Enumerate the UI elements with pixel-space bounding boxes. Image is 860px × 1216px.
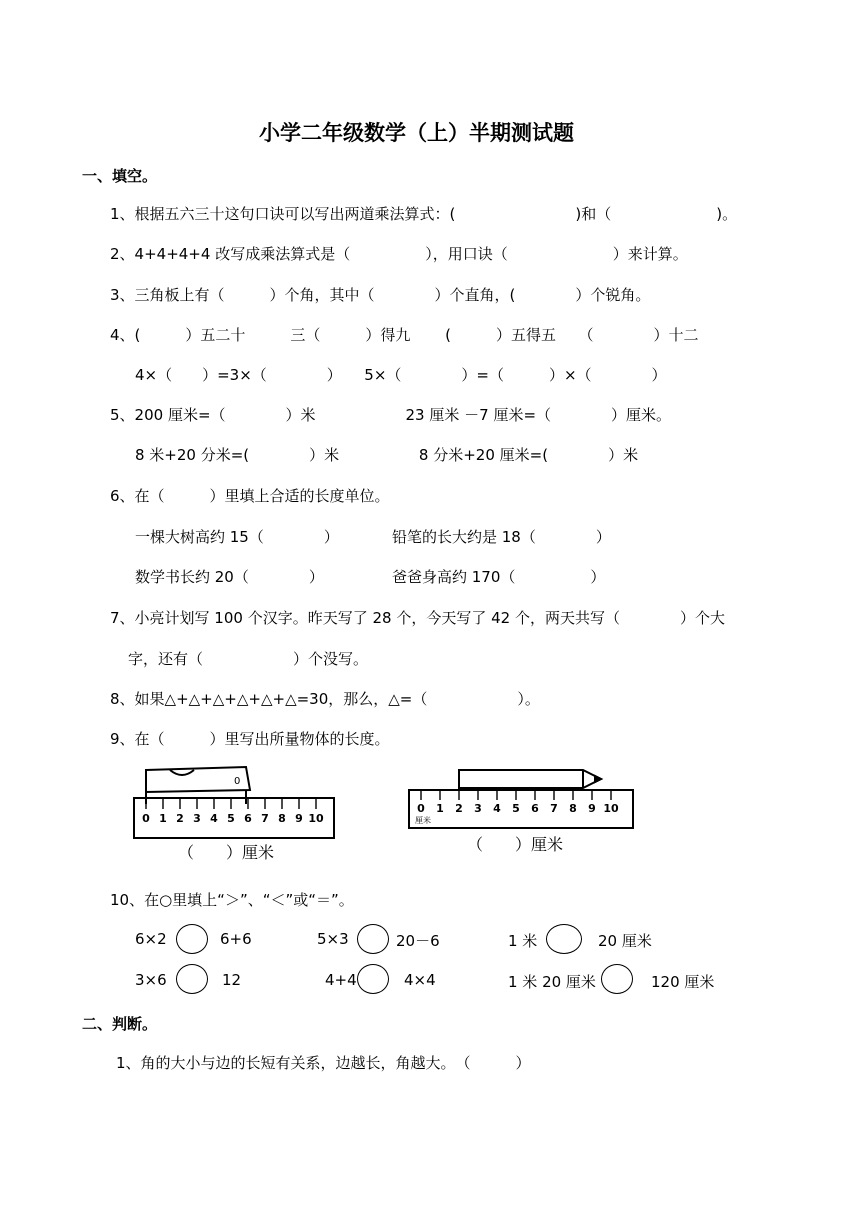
tick-label: 3: [193, 812, 201, 825]
compare-6-right: 120 厘米: [651, 973, 715, 991]
compare-3-right: 20 厘米: [598, 932, 652, 950]
question-6-tree: 一棵大树高约 15（ ）: [135, 528, 339, 546]
question-9: 9、在（ ）里写出所量物体的长度。: [110, 730, 390, 748]
question-6-father: 爸爸身高约 170（ ）: [392, 568, 606, 586]
question-1: 1、根据五六三十这句口诀可以写出两道乘法算式：( )和（ )。: [110, 205, 738, 223]
tick-label: 6: [531, 802, 539, 815]
ruler-ticks: [421, 790, 611, 800]
tick-label: 4: [493, 802, 501, 815]
tick-label: 5: [227, 812, 235, 825]
question-6: 6、在（ ）里填上合适的长度单位。: [110, 487, 390, 505]
tick-label: 7: [261, 812, 269, 825]
question-10: 10、在○里填上“＞”、“＜”或“＝”。: [110, 891, 354, 909]
ruler-unit-mark: 厘米: [415, 816, 431, 825]
page-title: 小学二年级数学（上）半期测试题: [259, 120, 574, 145]
compare-1-left: 6×2: [135, 930, 167, 948]
tick-label: 6: [244, 812, 252, 825]
question-6-pencil: 铅笔的长大约是 18（ ）: [392, 528, 611, 546]
compare-5-left: 4+4: [325, 971, 357, 989]
tick-label: 4: [210, 812, 218, 825]
section-judge: 二、判断。: [82, 1015, 158, 1033]
question-4-line-2: 4×（ ）=3×（ ） 5×（ ）=（ ）×（ ）: [135, 366, 667, 384]
compare-2-right: 20－6: [396, 932, 440, 950]
compare-4-right: 12: [222, 971, 242, 989]
compare-2-circle[interactable]: [357, 924, 389, 954]
eraser-mark: 0: [234, 776, 241, 787]
compare-1-right: 6+6: [220, 930, 252, 948]
tick-label: 9: [588, 802, 596, 815]
question-8: 8、如果△+△+△+△+△+△=30，那么，△=（ ）。: [110, 690, 540, 708]
compare-6-circle[interactable]: [601, 964, 633, 994]
question-5-line-1: 5、200 厘米=（ ）米 23 厘米 －7 厘米=（ ）厘米。: [110, 406, 672, 424]
question-4-line-1: 4、( ）五二十 三（ ）得九 ( ）五得五 （ ）十二: [110, 326, 699, 344]
tick-label: 2: [455, 802, 463, 815]
section-fill-in: 一、填空。: [82, 167, 158, 185]
compare-3-circle[interactable]: [546, 924, 582, 954]
tick-label: 0: [417, 802, 425, 815]
question-5-line-2: 8 米+20 分米=( ）米 8 分米+20 厘米=( ）米: [135, 446, 639, 464]
tick-label: 5: [512, 802, 520, 815]
compare-5-circle[interactable]: [357, 964, 389, 994]
tick-label: 10: [308, 812, 324, 825]
ruler-1-answer: （ ）厘米: [178, 843, 275, 862]
tick-label: 8: [278, 812, 286, 825]
question-3: 3、三角板上有（ ）个角，其中（ ）个直角，( ）个锐角。: [110, 286, 651, 304]
ruler-ticks: [146, 798, 316, 809]
compare-6-left: 1 米 20 厘米: [508, 973, 596, 991]
question-7-line-2: 字，还有（ ）个没写。: [128, 650, 369, 668]
compare-1-circle[interactable]: [176, 924, 208, 954]
question-7-line-1: 7、小亮计划写 100 个汉字。昨天写了 28 个，今天写了 42 个，两天共写（ ）个大: [110, 609, 725, 627]
tick-label: 1: [436, 802, 444, 815]
compare-2-left: 5×3: [317, 930, 349, 948]
ruler-2-answer: （ ）厘米: [467, 835, 564, 854]
tick-label: 0: [142, 812, 150, 825]
compare-3-left: 1 米: [508, 932, 538, 950]
tick-label: 2: [176, 812, 184, 825]
tick-label: 10: [603, 802, 619, 815]
tick-label: 8: [569, 802, 577, 815]
tick-label: 1: [159, 812, 167, 825]
ruler-figure-1: [130, 760, 340, 866]
tick-label: 3: [474, 802, 482, 815]
tick-label: 9: [295, 812, 303, 825]
compare-5-right: 4×4: [404, 971, 436, 989]
pencil-object: [459, 770, 601, 788]
compare-4-left: 3×6: [135, 971, 167, 989]
judge-question-1: 1、角的大小与边的长短有关系，边越长，角越大。 （ ）: [116, 1054, 531, 1072]
tick-label: 7: [550, 802, 558, 815]
question-6-book: 数学书长约 20（ ）: [135, 568, 324, 586]
question-2: 2、4+4+4+4 改写成乘法算式是（ ），用口诀（ ）来计算。: [110, 245, 688, 263]
ruler-figure-2: [405, 762, 637, 862]
compare-4-circle[interactable]: [176, 964, 208, 994]
